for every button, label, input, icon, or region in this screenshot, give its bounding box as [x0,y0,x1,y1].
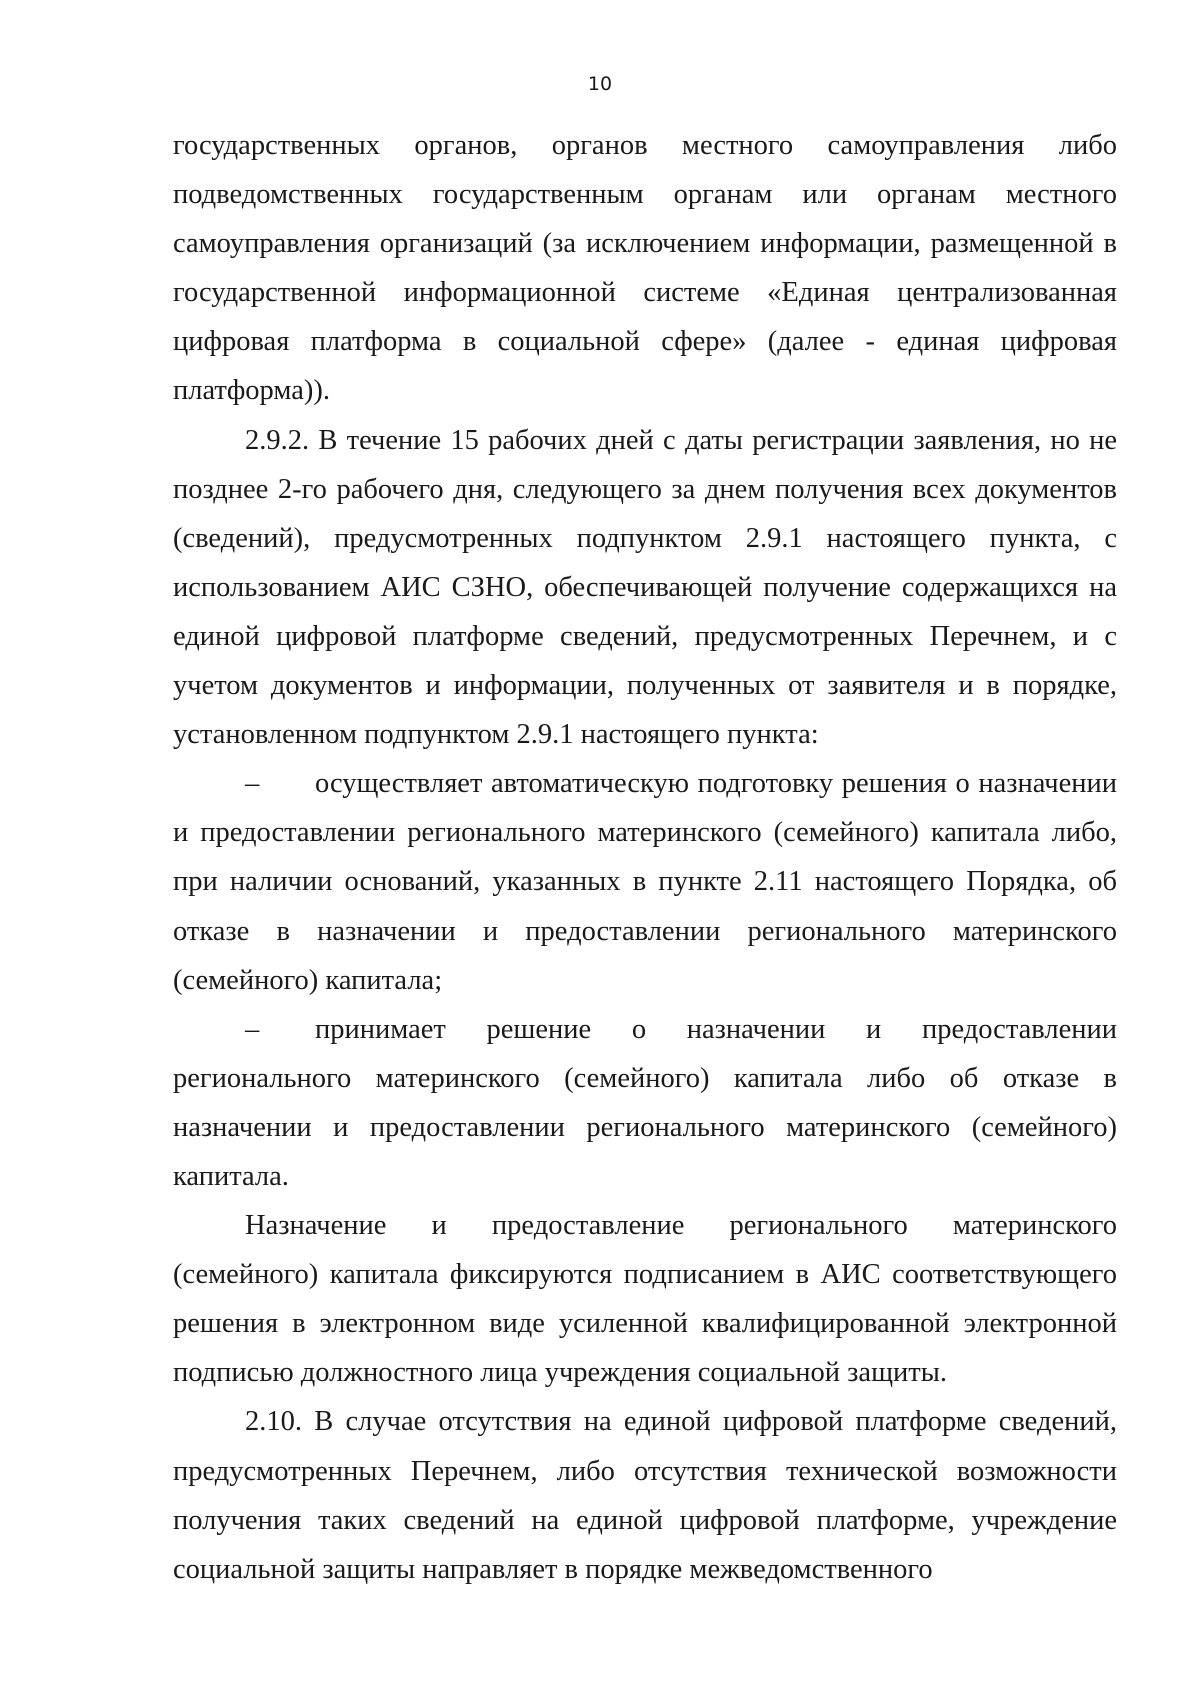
paragraph-continuation: государственных органов, органов местного самоуправления либо подведомственных государственным органам или органам местного самоуправления организаций (за исключением информации, размещенной в государственной информационной системе «Единая централизованная цифровая платформа в социальной сфере» (далее - единая цифровая платформа)). [173,130,1117,407]
list-dash: – [245,768,260,800]
document-body [173,121,1117,1594]
list-dash: – [245,1013,260,1045]
list-item-automatic-preparation [173,759,1117,1004]
paragraph-assignment: Назначение и предоставление регионального материнского (семейного) капитала фиксируются подписанием в АИС соответствующего решения в электронном виде усиленной квалифицированной электронной подписью должностного лица учреждения социальной защиты. [173,1210,1117,1389]
paragraph-2-10: 2.10. В случае отсутствия на единой цифровой платформе сведений, предусмотренных Перечнем, либо отсутствия технической возможности получения таких сведений на единой цифровой платформе, учреждение социальной защиты направляет в порядке межведомственного [173,1406,1117,1585]
list-item-text: осуществляет автоматическую подготовку решения о назначении и предоставлении регионального материнского (семейного) капитала либо, при наличии оснований, указанных в пункте 2.11 настоящего Порядка, об отказе в назначении и предоставлении регионального материнского (семейного) капитала; [173,768,1117,996]
paragraph-2-9-2: 2.9.2. В течение 15 рабочих дней с даты регистрации заявления, но не позднее 2-го рабочего дня, следующего за днем получения всех документов (сведений), предусмотренных подпунктом 2.9.1 настоящего пункта, с использованием АИС СЗНО, обеспечивающей получение содержащихся на единой цифровой платформе сведений, предусмотренных Перечнем, и с учетом документов и информации, полученных от заявителя и в порядке, установленном подпунктом 2.9.1 настоящего пункта: [173,424,1117,751]
list-item-text: принимает решение о назначении и предоставлении регионального материнского (семейного) капитала либо об отказе в назначении и предоставлении регионального материнского (семейного) капитала. [173,1013,1117,1192]
page-number: 10 [587,73,613,95]
list-item-decision [173,1005,1117,1201]
